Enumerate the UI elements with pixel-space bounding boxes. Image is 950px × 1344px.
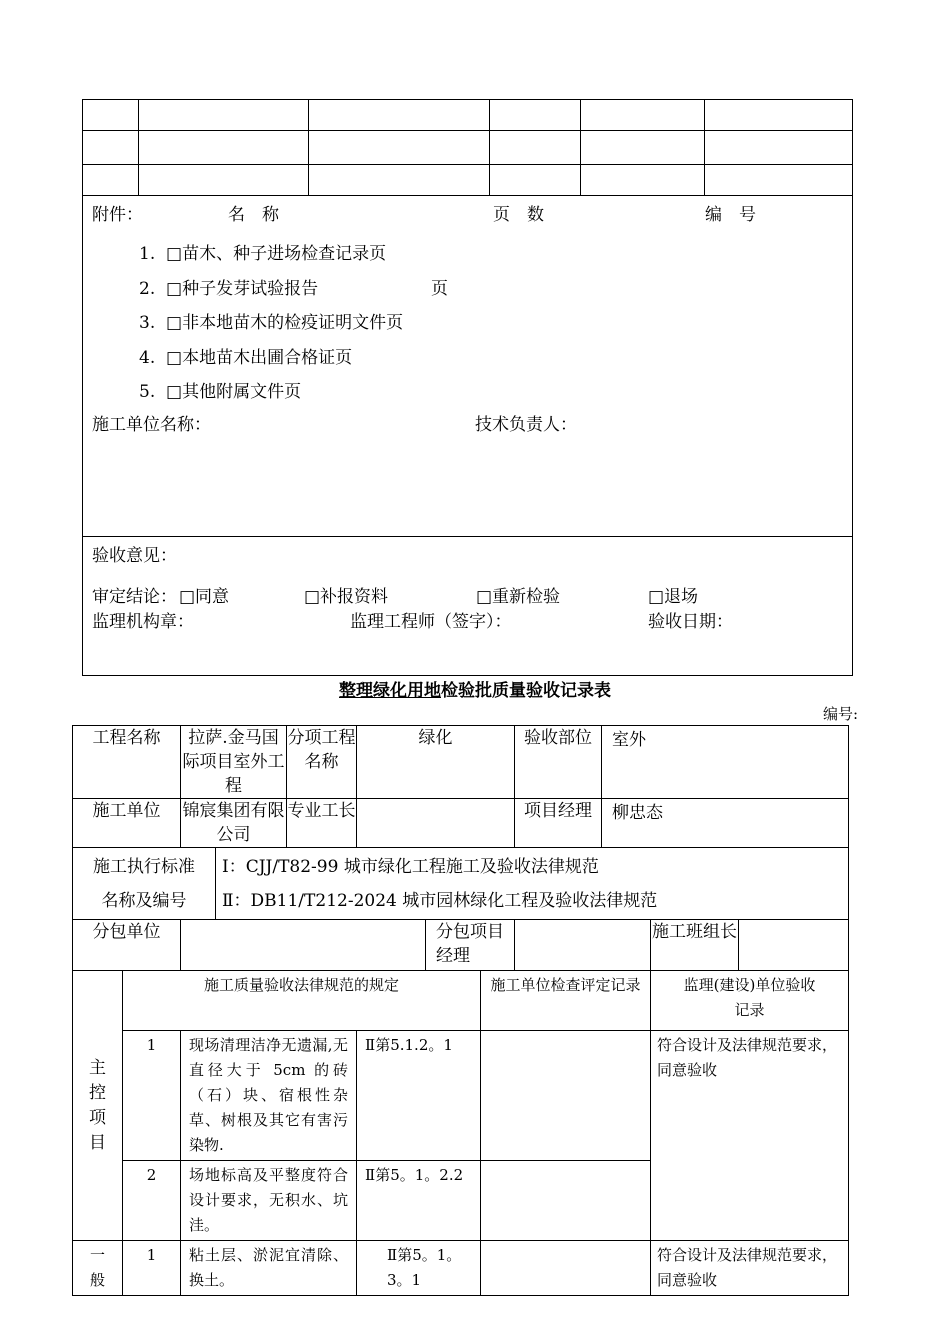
construction-unit-value: 锦宸集团有限公司 — [181, 799, 287, 848]
standard-1: Ⅰ：CJJ/T82-99 城市绿化工程施工及验收法律规范 — [222, 856, 599, 877]
project-manager-value: 柳忠态 — [602, 799, 849, 848]
blank-row — [83, 131, 853, 165]
standard-values — [216, 848, 849, 920]
item-number: 5. — [139, 382, 156, 402]
option-return[interactable]: □退场 — [648, 587, 699, 607]
item-number: 1. — [139, 244, 156, 264]
inspection-record-table — [72, 725, 849, 1296]
attachment-form — [82, 99, 853, 676]
blank-cell — [705, 131, 853, 165]
attachment-section — [83, 196, 853, 537]
attachment-item — [139, 237, 448, 272]
item-text: □苗木、种子进场检查记录页 — [166, 244, 387, 264]
acceptance-date-label: 验收日期： — [648, 612, 733, 632]
construction-unit-name-label: 施工单位名称： — [92, 415, 211, 435]
subitem-label: 分项工程名称 — [287, 726, 357, 799]
main-control-label: 主控项目 — [73, 971, 123, 1241]
serial-label: 编号: — [822, 705, 858, 723]
acceptance-part-label: 验收部位 — [515, 726, 602, 799]
option-agree[interactable]: □同意 — [179, 587, 230, 607]
row-reference: Ⅱ第5。1。3。1 — [357, 1241, 481, 1296]
row-description: 现场清理洁净无遗漏,无直径大于 5cm 的砖（石）块、宿根性杂草、树根及其它有害污染物. — [181, 1031, 357, 1161]
blank-cell — [83, 131, 139, 165]
supervision-result-main: 符合设计及法律规范要求，同意验收 — [651, 1031, 849, 1241]
row-reference: Ⅱ第5。1。2.2 — [357, 1161, 481, 1241]
row-check-record — [481, 1031, 651, 1161]
blank-cell — [139, 165, 309, 196]
title-rest: 检验批质量验收记录表 — [441, 681, 611, 701]
header-check: 施工单位检查评定记录 — [481, 971, 651, 1031]
header-supervision: 监理(建设)单位验收记录 — [651, 971, 849, 1031]
blank-cell — [139, 131, 309, 165]
row-check-record — [481, 1161, 651, 1241]
blank-cell — [490, 131, 581, 165]
blank-row — [83, 165, 853, 196]
general-label: 一般 — [73, 1241, 123, 1296]
item-number: 4. — [139, 347, 156, 368]
conclusion-label: 审定结论： — [92, 587, 177, 607]
subcontract-pm-value — [515, 920, 651, 971]
acceptance-section — [83, 537, 853, 676]
blank-cell — [490, 100, 581, 131]
attachment-item — [139, 306, 448, 341]
blank-row — [83, 100, 853, 131]
team-leader-label: 施工班组长 — [651, 920, 739, 971]
col-pages-label: 页 数 — [493, 205, 544, 225]
team-leader-value — [739, 920, 849, 971]
acceptance-part-value: 室外 — [602, 726, 849, 799]
supervising-engineer-label: 监理工程师（签字）： — [350, 612, 512, 632]
option-reinspect[interactable]: □重新检验 — [476, 587, 561, 607]
record-table-title — [0, 676, 950, 701]
foreman-label: 专业工长 — [287, 799, 357, 848]
subcontractor-label: 分包单位 — [73, 920, 181, 971]
technical-lead-label: 技术负责人： — [475, 415, 577, 435]
row-number: 1 — [123, 1241, 181, 1296]
row-check-record — [481, 1241, 651, 1296]
blank-cell — [309, 100, 490, 131]
blank-cell — [309, 165, 490, 196]
acceptance-opinion-label: 验收意见： — [92, 546, 177, 566]
blank-cell — [490, 165, 581, 196]
attachment-item — [139, 375, 448, 410]
row-description: 粘土层、淤泥宜清除、换土。 — [181, 1241, 357, 1296]
subcontract-pm-label: 分包项目经理 — [426, 920, 515, 971]
blank-cell — [581, 100, 705, 131]
construction-unit-label: 施工单位 — [73, 799, 181, 848]
supervision-seal-label: 监理机构章： — [92, 612, 194, 632]
item-text: □其他附属文件页 — [166, 382, 302, 402]
project-name-label: 工程名称 — [73, 726, 181, 799]
blank-cell — [705, 165, 853, 196]
attachment-label: 附件： — [92, 205, 143, 225]
option-supplement[interactable]: □补报资料 — [304, 587, 389, 607]
project-manager-label: 项目经理 — [515, 799, 602, 848]
item-text: □非本地苗木的检疫证明文件页 — [166, 313, 404, 333]
attachment-list — [139, 237, 448, 410]
blank-cell — [581, 165, 705, 196]
header-spec: 施工质量验收法律规范的规定 — [123, 971, 481, 1031]
supervision-result-general: 符合设计及法律规范要求，同意验收 — [651, 1241, 849, 1296]
item-number: 3. — [139, 313, 156, 333]
standard-2: Ⅱ：DB11/T212-2024 城市园林绿化工程及验收法律规范 — [222, 890, 658, 911]
item-number: 2. — [139, 278, 156, 299]
attachment-item — [139, 341, 448, 376]
item-suffix: 页 — [431, 278, 449, 299]
blank-cell — [309, 131, 490, 165]
item-text: □种子发芽试验报告 — [166, 278, 319, 299]
standard-label-line1: 施工执行标准 — [93, 856, 195, 877]
standard-label-line2: 名称及编号 — [101, 890, 187, 911]
row-number: 2 — [123, 1161, 181, 1241]
blank-cell — [83, 165, 139, 196]
blank-cell — [581, 131, 705, 165]
foreman-value — [357, 799, 515, 848]
blank-cell — [705, 100, 853, 131]
row-number: 1 — [123, 1031, 181, 1161]
item-text: □本地苗木出圃合格证页 — [166, 347, 353, 368]
blank-cell — [139, 100, 309, 131]
project-name-value: 拉萨.金马国际项目室外工程 — [181, 726, 287, 799]
standard-label — [73, 848, 216, 920]
blank-cell — [83, 100, 139, 131]
col-name-label: 名 称 — [228, 205, 279, 225]
attachment-item — [139, 272, 448, 307]
row-description: 场地标高及平整度符合设计要求，无积水、坑洼。 — [181, 1161, 357, 1241]
subitem-value: 绿化 — [357, 726, 515, 799]
row-reference: Ⅱ第5.1.2。1 — [357, 1031, 481, 1161]
title-underlined: 整理绿化用地 — [339, 681, 441, 701]
subcontractor-value — [181, 920, 426, 971]
col-number-label: 编 号 — [705, 205, 756, 225]
